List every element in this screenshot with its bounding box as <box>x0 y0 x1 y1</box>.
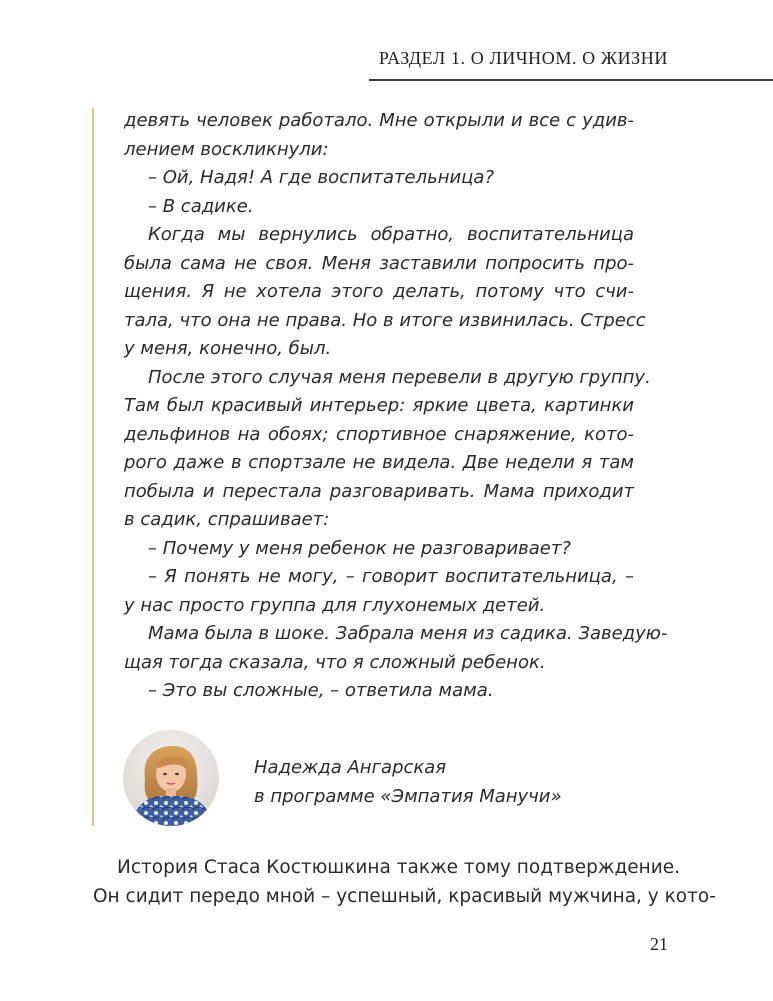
quote-line: девять человек работало. Мне открыли и все с удив- <box>124 110 634 131</box>
body-paragraph <box>93 853 716 911</box>
quote-line: щения. Я не хотела этого делать, потому что счи- <box>124 281 634 302</box>
quote-line: Когда мы вернулись обратно, воспитательница <box>148 224 634 245</box>
quote-line: тала, что она не права. Но в итоге извинилась. Стресс <box>124 309 646 331</box>
author-name: Надежда Ангарская <box>254 757 447 778</box>
author-avatar <box>123 730 219 826</box>
quote-line: – Почему у меня ребенок не разговаривает? <box>148 537 571 559</box>
quote-line: у нас просто группа для глухонемых детей. <box>124 594 546 616</box>
quote-line: – Я понять не могу, – говорит воспитательница, – <box>148 566 634 587</box>
body-line: История Стаса Костюшкина также тому подтверждение. <box>117 857 681 878</box>
quote-line: щая тогда сказала, что я сложный ребенок. <box>124 651 546 673</box>
body-line: Он сидит передо мной – успешный, красивый мужчина, у кото- <box>93 886 716 907</box>
quote-line: После этого случая меня перевели в другую группу. <box>148 366 651 388</box>
quote-line: Там был красивый интерьер: яркие цвета, картинки <box>124 395 634 416</box>
author-photo-illustration <box>123 730 219 826</box>
quote-attribution <box>254 753 562 811</box>
quote-line: – Ой, Надя! А где воспитательница? <box>148 167 495 188</box>
quote-line: дельфинов на обоях; спортивное снаряжение, кото- <box>124 423 634 445</box>
quote-line: у меня, конечно, был. <box>124 338 332 359</box>
quote-accent-bar <box>92 108 94 826</box>
quote-line: рого даже в спортзале не видела. Две недели я там <box>124 452 634 473</box>
quote-block <box>124 107 668 706</box>
header-rule <box>369 79 773 81</box>
running-title: РАЗДЕЛ 1. О ЛИЧНОМ. О ЖИЗНИ <box>378 48 668 68</box>
author-source: в программе «Эмпатия Манучи» <box>254 786 562 807</box>
quote-line: лением воскликнули: <box>124 138 329 160</box>
quote-line: Мама была в шоке. Забрала меня из садика. Заведую- <box>148 623 668 644</box>
quote-line: побыла и перестала разговаривать. Мама приходит <box>124 480 634 502</box>
quote-line: – В садике. <box>148 195 254 217</box>
quote-line: в садик, спрашивает: <box>124 509 330 530</box>
quote-line: была сама не своя. Меня заставили попросить про- <box>124 252 634 274</box>
quote-line: – Это вы сложные, – ответила мама. <box>148 680 494 701</box>
page-number: 21 <box>650 934 668 954</box>
